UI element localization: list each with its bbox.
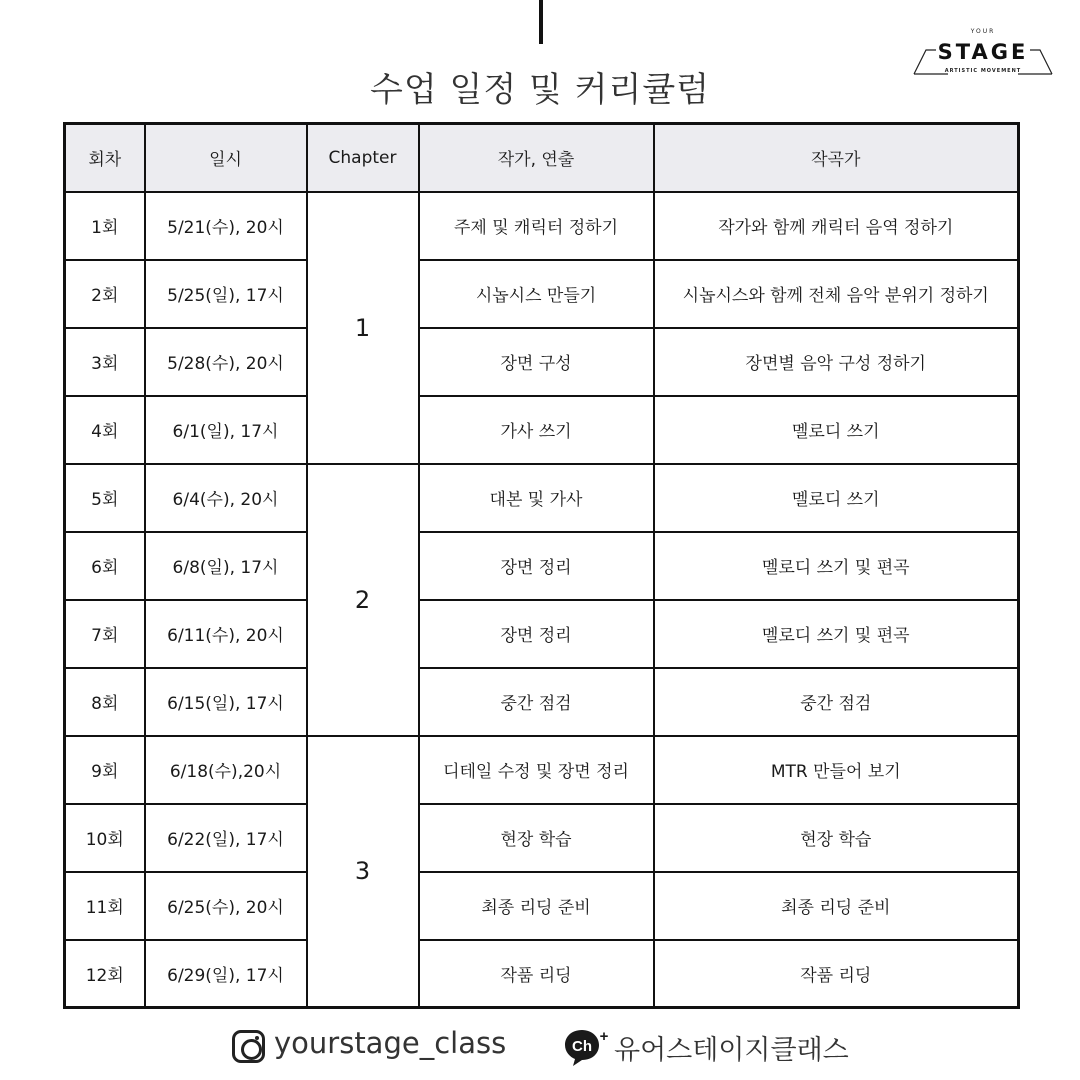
stage-logo [912,28,1054,80]
session-cell: 5회 [65,464,145,532]
date-cell: 5/28(수), 20시 [145,328,307,396]
composer-cell: 작품 리딩 [654,940,1019,1008]
kakao-channel-name[interactable]: 유어스테이지클래스 [614,1035,849,1066]
kakao-plus-label: + [599,1028,609,1045]
chapter-cell: 1 [307,192,419,464]
composer-cell: 멜로디 쓰기 [654,396,1019,464]
table-header-row [65,124,1019,192]
date-cell: 6/15(일), 17시 [145,668,307,736]
instagram-handle[interactable]: yourstage_class [274,1026,507,1060]
session-cell: 11회 [65,872,145,940]
writer-cell: 대본 및 가사 [419,464,654,532]
composer-cell: 중간 점검 [654,668,1019,736]
header-session: 회차 [65,124,145,192]
curriculum-table [63,122,1020,1009]
date-cell: 5/25(일), 17시 [145,260,307,328]
writer-cell: 장면 구성 [419,328,654,396]
writer-cell: 시놉시스 만들기 [419,260,654,328]
logo-top-text: YOUR [970,28,996,35]
logo-sub-text: ARTISTIC MOVEMENT [944,68,1022,74]
composer-cell: 멜로디 쓰기 및 편곡 [654,532,1019,600]
chapter-cell: 3 [307,736,419,1008]
table-row [65,872,1019,940]
date-cell: 6/8(일), 17시 [145,532,307,600]
writer-cell: 주제 및 캐릭터 정하기 [419,192,654,260]
session-cell: 2회 [65,260,145,328]
composer-cell: MTR 만들어 보기 [654,736,1019,804]
date-cell: 6/22(일), 17시 [145,804,307,872]
composer-cell: 시놉시스와 함께 전체 음악 분위기 정하기 [654,260,1019,328]
session-cell: 1회 [65,192,145,260]
composer-cell: 멜로디 쓰기 [654,464,1019,532]
table-row [65,804,1019,872]
writer-cell: 중간 점검 [419,668,654,736]
date-cell: 6/4(수), 20시 [145,464,307,532]
table-row [65,940,1019,1008]
session-cell: 7회 [65,600,145,668]
session-cell: 9회 [65,736,145,804]
table-row [65,736,1019,804]
table-row [65,396,1019,464]
writer-cell: 디테일 수정 및 장면 정리 [419,736,654,804]
table-row [65,464,1019,532]
table-row [65,192,1019,260]
writer-cell: 작품 리딩 [419,940,654,1008]
kakao-ch-label: Ch [572,1038,592,1055]
session-cell: 12회 [65,940,145,1008]
header-chapter: Chapter [307,124,419,192]
composer-cell: 장면별 음악 구성 정하기 [654,328,1019,396]
date-cell: 6/11(수), 20시 [145,600,307,668]
writer-cell: 장면 정리 [419,532,654,600]
composer-cell: 현장 학습 [654,804,1019,872]
composer-cell: 최종 리딩 준비 [654,872,1019,940]
top-divider [539,0,543,44]
kakao-channel-icon[interactable] [563,1028,609,1068]
session-cell: 3회 [65,328,145,396]
date-cell: 6/1(일), 17시 [145,396,307,464]
header-date: 일시 [145,124,307,192]
table-row [65,668,1019,736]
composer-cell: 작가와 함께 캐릭터 음역 정하기 [654,192,1019,260]
session-cell: 4회 [65,396,145,464]
header-writer: 작가, 연출 [419,124,654,192]
writer-cell: 가사 쓰기 [419,396,654,464]
composer-cell: 멜로디 쓰기 및 편곡 [654,600,1019,668]
session-cell: 10회 [65,804,145,872]
instagram-icon[interactable] [232,1030,265,1063]
session-cell: 8회 [65,668,145,736]
page-title: 수업 일정 및 커리큘럼 [369,70,711,110]
session-cell: 6회 [65,532,145,600]
writer-cell: 장면 정리 [419,600,654,668]
table-row [65,532,1019,600]
writer-cell: 현장 학습 [419,804,654,872]
date-cell: 6/29(일), 17시 [145,940,307,1008]
chapter-cell: 2 [307,464,419,736]
writer-cell: 최종 리딩 준비 [419,872,654,940]
footer [0,1024,1080,1068]
date-cell: 6/25(수), 20시 [145,872,307,940]
date-cell: 6/18(수),20시 [145,736,307,804]
table-row [65,328,1019,396]
date-cell: 5/21(수), 20시 [145,192,307,260]
table-row [65,600,1019,668]
header-composer: 작곡가 [654,124,1019,192]
logo-brand-text: STAGE [937,40,1029,64]
table-row [65,260,1019,328]
